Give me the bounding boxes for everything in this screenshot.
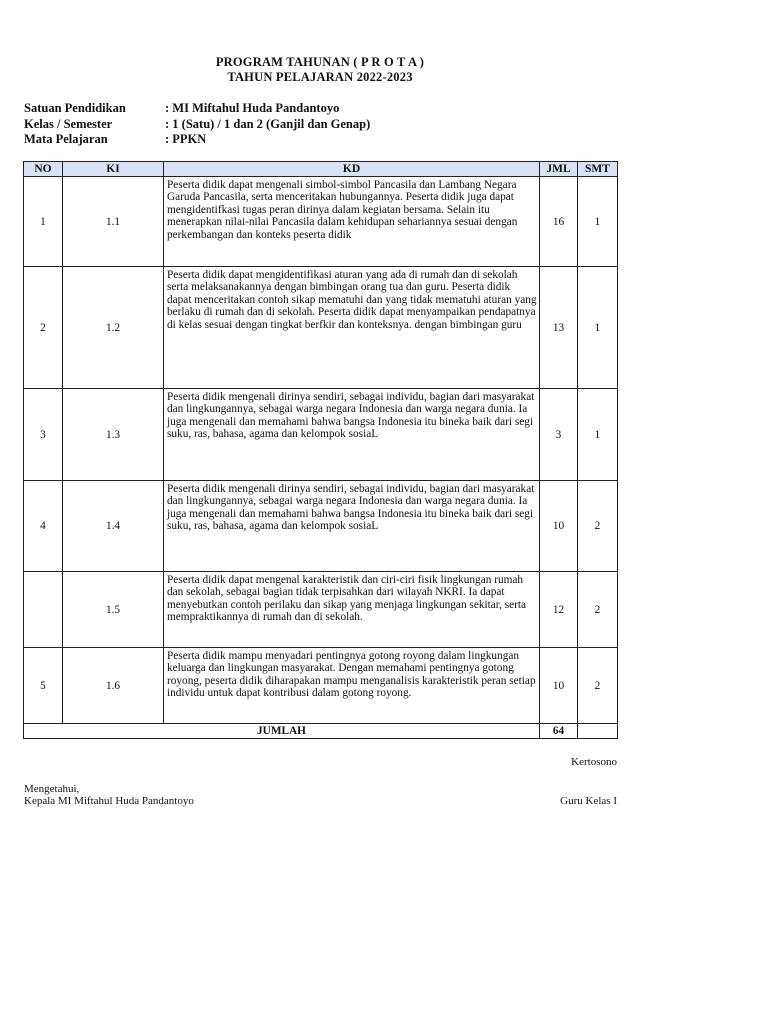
cell-smt: 2 bbox=[578, 648, 618, 724]
cell-kd: Peserta didik dapat mengidentifikasi aturan yang ada di rumah dan di sekolah serta melaksanakannya dengan bimbingan orang tua dan guru. Peserta didik dapat menceritakan contoh sikap mematuhi dan yang tidak mematuhi aturan yang berlaku di rumah dan di sekolah. Peserta didik dapat menyampaikan pendapatnya di kelas sesuai dengan tingkat berfkir dan konteksnya. dengan bimbingan guru bbox=[164, 267, 540, 389]
cell-no bbox=[24, 572, 63, 648]
meta-value: : MI Miftahul Huda Pandantoyo bbox=[165, 101, 340, 115]
cell-smt: 2 bbox=[578, 572, 618, 648]
cell-jml: 16 bbox=[540, 177, 578, 267]
cell-no: 2 bbox=[24, 267, 63, 389]
header-ki: KI bbox=[63, 162, 164, 177]
cell-smt: 1 bbox=[578, 177, 618, 267]
cell-kd: Peserta didik dapat mengenal karakteristik dan ciri-ciri fisik lingkungan rumah dan sekolah, sebagai bagian tidak terpisahkan dari wilayah NKRI. Ia dapat menyebutkan contoh perilaku dan sikap yang menjaga lingkungan sekitar, serta mempraktikannya di rumah dan di sekolah. bbox=[164, 572, 540, 648]
table-row bbox=[24, 389, 618, 481]
header-smt: SMT bbox=[578, 162, 618, 177]
cell-kd: Peserta didik mengenali dirinya sendiri, sebagai individu, bagian dari masyarakat dan lingkungannya, sebagai warga negara Indonesia dan warga negara dunia. Ia juga mengenali dan memahami bahwa bangsa Indonesia itu bineka baik dari segi suku, ras, bahasa, agama dan kelompok sosiaL bbox=[164, 389, 540, 481]
principal-title: Kepala MI Miftahul Huda Pandantoyo bbox=[24, 795, 194, 807]
cell-kd: Peserta didik dapat mengenali simbol-simbol Pancasila dan Lambang Negara Garuda Pancasila, serta menceritakan hubungannya. Peserta didik juga dapat mengidentifkasi tugas peran dirinya dalam kegiatan bersama. Selain itu menerapkan nilai-nilai Pancasila dalam kehidupan sehariannya sesuai dengan perkembangan dan konteks peserta didik bbox=[164, 177, 540, 267]
cell-kd: Peserta didik mampu menyadari pentingnya gotong royong dalam lingkungan keluarga dan lingkungan masyarakat. Dengan memahami pentingnya gotong royong, peserta didik diharapakan mampu menganalisis karakteristik peran setiap individu untuk dapat kontribusi dalam gotong royong. bbox=[164, 648, 540, 724]
document-subtitle: TAHUN PELAJARAN 2022-2023 bbox=[227, 70, 413, 84]
cell-ki: 1.4 bbox=[63, 481, 164, 572]
cell-ki: 1.1 bbox=[63, 177, 164, 267]
cell-no: 3 bbox=[24, 389, 63, 481]
cell-ki: 1.2 bbox=[63, 267, 164, 389]
meta-label: Mata Pelajaran bbox=[24, 132, 108, 146]
total-smt bbox=[578, 724, 618, 739]
cell-jml: 3 bbox=[540, 389, 578, 481]
header-no: NO bbox=[24, 162, 63, 177]
table-row bbox=[24, 177, 618, 267]
cell-smt: 1 bbox=[578, 389, 618, 481]
place-label: Kertosono bbox=[571, 756, 617, 768]
cell-ki: 1.5 bbox=[63, 572, 164, 648]
cell-jml: 12 bbox=[540, 572, 578, 648]
meta-label: Kelas / Semester bbox=[24, 117, 113, 131]
meta-value: : PPKN bbox=[165, 132, 207, 146]
cell-no: 4 bbox=[24, 481, 63, 572]
table-row bbox=[24, 572, 618, 648]
table-row bbox=[24, 481, 618, 572]
cell-smt: 1 bbox=[578, 267, 618, 389]
cell-jml: 10 bbox=[540, 648, 578, 724]
cell-no: 1 bbox=[24, 177, 63, 267]
cell-no: 5 bbox=[24, 648, 63, 724]
total-row bbox=[24, 724, 618, 739]
document-title: PROGRAM TAHUNAN ( P R O T A ) bbox=[215, 55, 425, 69]
meta-value: : 1 (Satu) / 1 dan 2 (Ganjil dan Genap) bbox=[165, 117, 371, 131]
header-jml: JML bbox=[540, 162, 578, 177]
table-row bbox=[24, 267, 618, 389]
total-jml: 64 bbox=[540, 724, 578, 739]
cell-jml: 13 bbox=[540, 267, 578, 389]
prota-table bbox=[23, 161, 618, 739]
cell-smt: 2 bbox=[578, 481, 618, 572]
header-kd: KD bbox=[164, 162, 540, 177]
meta-label: Satuan Pendidikan bbox=[24, 101, 126, 115]
cell-jml: 10 bbox=[540, 481, 578, 572]
cell-ki: 1.3 bbox=[63, 389, 164, 481]
cell-ki: 1.6 bbox=[63, 648, 164, 724]
total-label: JUMLAH bbox=[24, 724, 540, 739]
cell-kd: Peserta didik mengenali dirinya sendiri, sebagai individu, bagian dari masyarakat dan lingkungannya, sebagai warga negara Indonesia dan warga negara dunia. Ia juga mengenali dan memahami bahwa bangsa Indonesia itu bineka baik dari segi suku, ras, bahasa, agama dan kelompok sosiaL bbox=[164, 481, 540, 572]
table-header-row bbox=[24, 162, 618, 177]
acknowledge-label: Mengetahui, bbox=[24, 783, 80, 795]
teacher-title: Guru Kelas I bbox=[560, 795, 617, 807]
table-row bbox=[24, 648, 618, 724]
